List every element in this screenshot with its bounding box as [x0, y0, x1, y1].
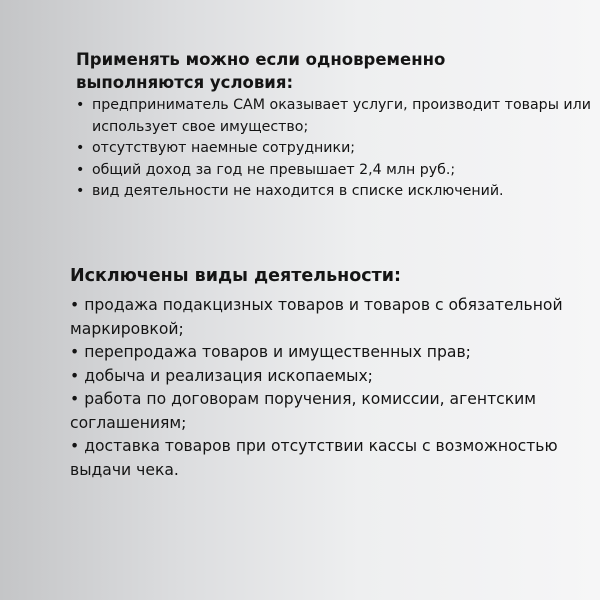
exclusions-item-text: перепродажа товаров и имущественных прав; — [84, 343, 471, 361]
bullet-icon: • — [70, 343, 80, 361]
conditions-item-text: предприниматель САМ оказывает услуги, производит товары или использует свое имущество; — [92, 97, 591, 135]
exclusions-list-item — [70, 294, 590, 341]
exclusions-item-text: добыча и реализация ископаемых; — [84, 366, 373, 385]
exclusions-list — [70, 294, 590, 482]
bullet-icon: • — [70, 390, 80, 408]
exclusions-list-item — [70, 435, 590, 482]
conditions-list-item — [76, 138, 591, 160]
conditions-list-item — [76, 95, 591, 138]
bullet-icon: • — [70, 366, 80, 385]
bullet-icon: • — [76, 183, 85, 199]
exclusions-item-text: продажа подакцизных товаров и товаров с обязательной маркировкой; — [70, 296, 563, 338]
exclusions-item-text: работа по договорам поручения, комиссии, агентским соглашениям; — [70, 390, 537, 432]
conditions-section — [76, 48, 591, 203]
exclusions-list-item — [70, 365, 590, 389]
exclusions-heading: Исключены виды деятельности: — [70, 266, 402, 286]
bullet-icon: • — [76, 161, 85, 178]
conditions-item-text: вид деятельности не находится в списке исключений. — [92, 183, 504, 199]
conditions-list-item — [76, 181, 591, 203]
exclusions-item-text: доставка товаров при отсутствии кассы с возможностью выдачи чека. — [70, 437, 558, 479]
exclusions-list-item — [70, 341, 590, 365]
exclusions-list-item — [70, 388, 590, 435]
bullet-icon: • — [76, 97, 85, 113]
conditions-item-text: отсутствуют наемные сотрудники; — [92, 140, 356, 156]
conditions-list — [76, 95, 591, 203]
conditions-list-item — [76, 160, 591, 182]
conditions-item-text: общий доход за год не превышает 2,4 млн руб.; — [92, 161, 456, 178]
conditions-heading: Применять можно если одновременно выполняются условия: — [76, 50, 446, 92]
exclusions-section — [70, 264, 590, 482]
bullet-icon: • — [70, 296, 80, 314]
bullet-icon: • — [70, 437, 80, 455]
bullet-icon: • — [76, 140, 85, 156]
